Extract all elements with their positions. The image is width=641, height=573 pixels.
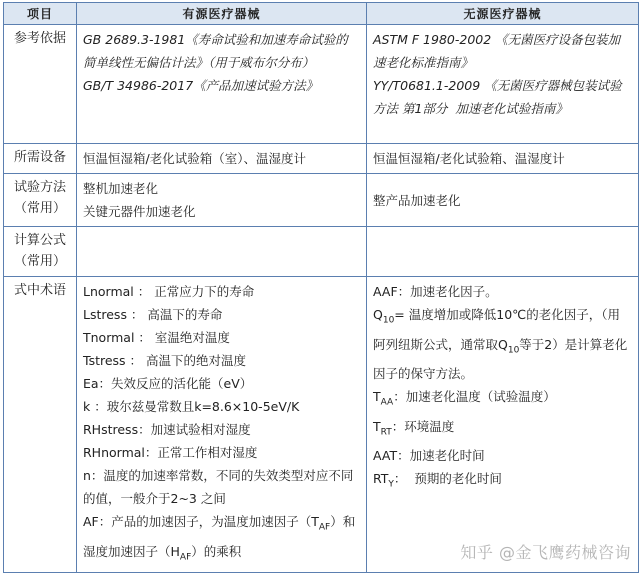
term-lnormal: Lnormal ： 正常应力下的寿命 (83, 284, 255, 299)
header-active-devices: 有源医疗器械 (77, 3, 367, 25)
cell-equipment-passive (367, 144, 639, 174)
term-trt: $T_{RT}$：环境温度 (373, 418, 455, 437)
row-reference (4, 25, 639, 144)
cell-terms-active (77, 277, 367, 573)
header-item: 项目 (4, 3, 77, 25)
cell-method-active (77, 174, 367, 227)
method-passive: 整产品加速老化 (373, 192, 461, 208)
term-lstress: Lstress ： 高温下的寿命 (83, 307, 223, 322)
cell-method-passive (367, 174, 639, 227)
header-passive-devices: 无源医疗器械 (367, 3, 639, 25)
term-k: k ：玻尔兹曼常数且k=8.6×10-5eV/K (83, 399, 300, 414)
term-rhstress: RHstress：加速试验相对湿度 (83, 422, 251, 437)
equipment-passive: 恒温恒湿箱/老化试验箱、温湿度计 (373, 151, 565, 166)
term-aat: AAT：加速老化时间 (373, 448, 485, 463)
cell-terms-passive (367, 277, 639, 573)
row-label-equipment: 所需设备 (4, 144, 77, 174)
reference-passive-1: ASTM F 1980-2002 《无菌医疗设备包装加速老化标准指南》 (373, 32, 621, 70)
method-label-line2: （常用） (13, 201, 66, 216)
term-rty: $RT_Y$： 预期的老化时间 (373, 471, 502, 490)
method-label-line1: 试验方法 (13, 180, 66, 195)
reference-passive-2: YY/T0681.1-2009 《无菌医疗器械包装试验方法 第1部分 加速老化试验指南》 (373, 78, 622, 116)
header-row (4, 3, 639, 25)
row-terms (4, 277, 639, 573)
cell-formula-passive (367, 227, 639, 277)
cell-equipment-active (77, 144, 367, 174)
cell-formula-active (77, 227, 367, 277)
row-equipment (4, 144, 639, 174)
equipment-active: 恒温恒湿箱/老化试验箱（室）、温湿度计 (83, 151, 306, 166)
term-tnormal: Tnormal ： 室温绝对温度 (83, 330, 230, 345)
term-q10: $Q_{10}=$ 温度增加或降低10℃的老化因子，（用阿列纽斯公式，通常取$Q_{10}$等于2）是计算老化因子的保守方法。 (373, 307, 628, 381)
method-active-1: 整机加速老化 (83, 181, 159, 196)
formula-label-line1: 计算公式 (13, 233, 66, 248)
term-rhnormal: RHnormal：正常工作相对湿度 (83, 445, 258, 460)
reference-active-1: GB 2689.3-1981《寿命试验和加速寿命试验的简单线性无偏估计法》（用于威布尔分布） (83, 32, 348, 70)
term-tstress: Tstress ： 高温下的绝对温度 (83, 353, 247, 368)
watermark: 知乎 @金飞鹰药械咨询 (460, 543, 631, 562)
term-n: n：温度的加速率常数，不同的失效类型对应不同的值，一般介于2~3 之间 (83, 468, 354, 506)
reference-active-2: GB/T 34986-2017《产品加速试验方法》 (83, 78, 319, 93)
term-aaf: AAF：加速老化因子。 (373, 284, 498, 299)
row-method (4, 174, 639, 227)
term-taa: $T_{AA}$：加速老化温度（试验温度） (373, 389, 556, 408)
row-formula (4, 227, 639, 277)
row-label-reference: 参考依据 (4, 25, 77, 144)
cell-reference-active (77, 25, 367, 144)
method-active-2: 关键元器件加速老化 (83, 204, 196, 219)
cell-reference-passive (367, 25, 639, 144)
row-label-terms: 式中术语 (4, 277, 77, 573)
formula-label-line2: （常用） (13, 254, 66, 269)
term-ea: Ea：失效反应的活化能（eV） (83, 376, 253, 391)
row-label-method (4, 174, 77, 227)
comparison-table (3, 2, 639, 573)
row-label-formula (4, 227, 77, 277)
term-af: AF：产品的加速因子，为温度加速因子$(T_{AF})$和湿度加速因子$(H_{AF})$的乘积 (83, 514, 356, 562)
